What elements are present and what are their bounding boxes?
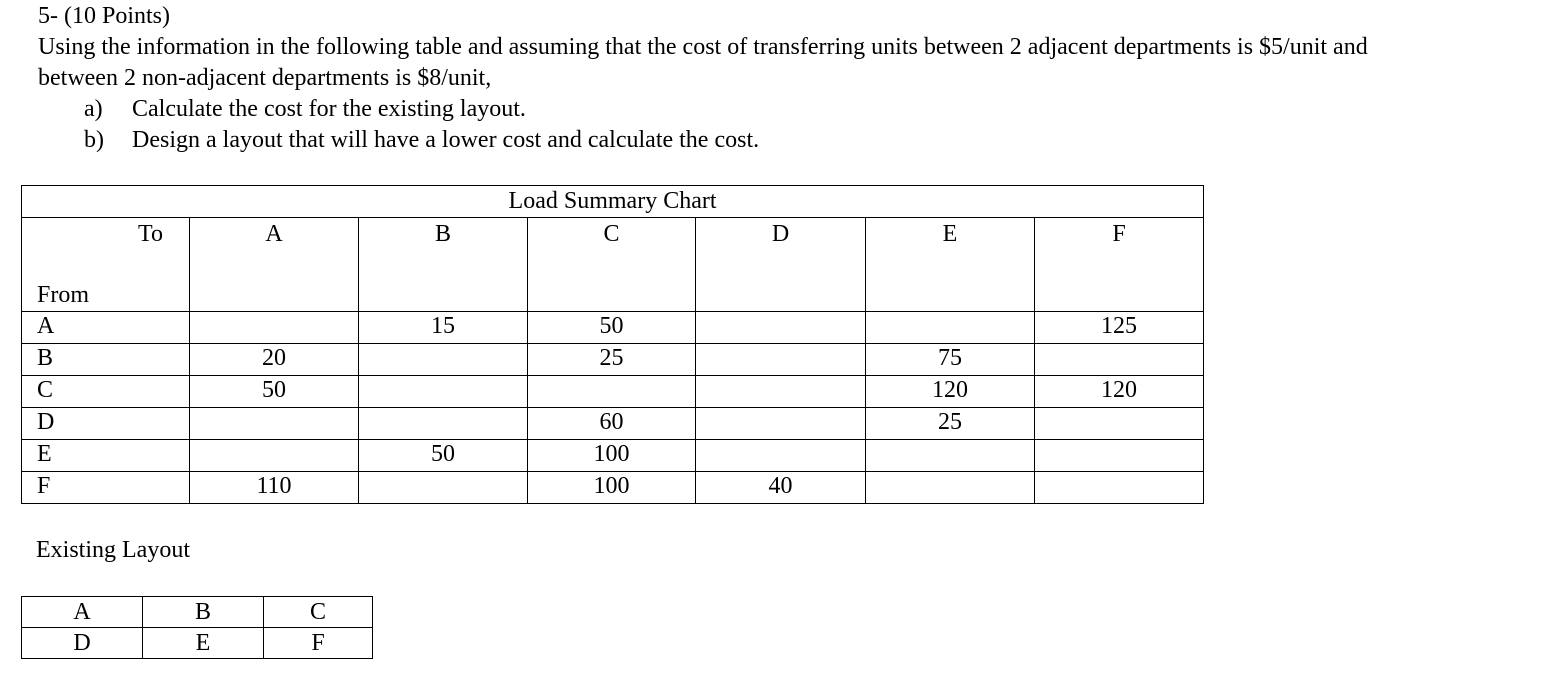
cell-f-f [1035,472,1204,504]
cell-f-c: 100 [528,472,696,504]
cell-b-d [696,344,866,376]
cell-f-e [866,472,1035,504]
cell-d-f [1035,408,1204,440]
cell-c-b [359,376,528,408]
cell-a-f: 125 [1035,312,1204,344]
layout-cell: C [264,597,373,628]
cell-e-d [696,440,866,472]
cell-d-d [696,408,866,440]
column-header-f: F [1035,218,1204,312]
cell-f-d: 40 [696,472,866,504]
from-label: From [37,282,90,308]
problem-statement [38,1,1548,156]
part-a [38,94,1548,125]
cell-f-a: 110 [190,472,359,504]
layout-cell: D [22,628,143,659]
layout-cell: B [143,597,264,628]
column-header-b: B [359,218,528,312]
cell-a-b: 15 [359,312,528,344]
cell-e-a [190,440,359,472]
cell-e-e [866,440,1035,472]
cell-b-c: 25 [528,344,696,376]
table-row [22,440,1204,472]
cell-d-a [190,408,359,440]
layout-cell: E [143,628,264,659]
column-header-e: E [866,218,1035,312]
table-row [22,312,1204,344]
row-header-f: F [22,472,190,504]
layout-cell: F [264,628,373,659]
cell-d-b [359,408,528,440]
table-row [22,376,1204,408]
cell-a-e [866,312,1035,344]
cell-d-e: 25 [866,408,1035,440]
cell-e-f [1035,440,1204,472]
cell-e-c: 100 [528,440,696,472]
cell-b-a: 20 [190,344,359,376]
part-a-label: a) [84,96,103,122]
cell-a-d [696,312,866,344]
part-b-label: b) [84,127,104,153]
row-header-a: A [22,312,190,344]
cell-c-a: 50 [190,376,359,408]
problem-statement-line-1: Using the information in the following table and assuming that the cost of transferring units between 2 adjacent departments is $5/unit and [38,34,1368,60]
problem-statement-line-2: between 2 non-adjacent departments is $8/unit, [38,65,492,91]
part-b-text: Design a layout that will have a lower cost and calculate the cost. [132,127,760,153]
cell-c-f: 120 [1035,376,1204,408]
layout-row [22,597,373,628]
cell-f-b [359,472,528,504]
row-header-e: E [22,440,190,472]
column-header-c: C [528,218,696,312]
cell-b-b [359,344,528,376]
existing-layout-grid [21,596,373,659]
to-label: To [138,221,163,247]
row-header-b: B [22,344,190,376]
part-a-text: Calculate the cost for the existing layout. [132,96,526,122]
part-b [38,125,1548,156]
row-header-c: C [22,376,190,408]
cell-a-c: 50 [528,312,696,344]
column-header-a: A [190,218,359,312]
existing-layout-label: Existing Layout [36,537,190,563]
layout-row [22,628,373,659]
table-row [22,344,1204,376]
row-header-d: D [22,408,190,440]
corner-header [22,218,190,312]
cell-c-e: 120 [866,376,1035,408]
layout-cell: A [22,597,143,628]
cell-c-c [528,376,696,408]
column-header-d: D [696,218,866,312]
cell-b-f [1035,344,1204,376]
cell-c-d [696,376,866,408]
table-row [22,472,1204,504]
load-summary-chart [21,185,1204,504]
cell-b-e: 75 [866,344,1035,376]
cell-a-a [190,312,359,344]
chart-title: Load Summary Chart [22,186,1204,218]
cell-e-b: 50 [359,440,528,472]
problem-heading: 5- (10 Points) [38,3,170,29]
table-row [22,408,1204,440]
cell-d-c: 60 [528,408,696,440]
